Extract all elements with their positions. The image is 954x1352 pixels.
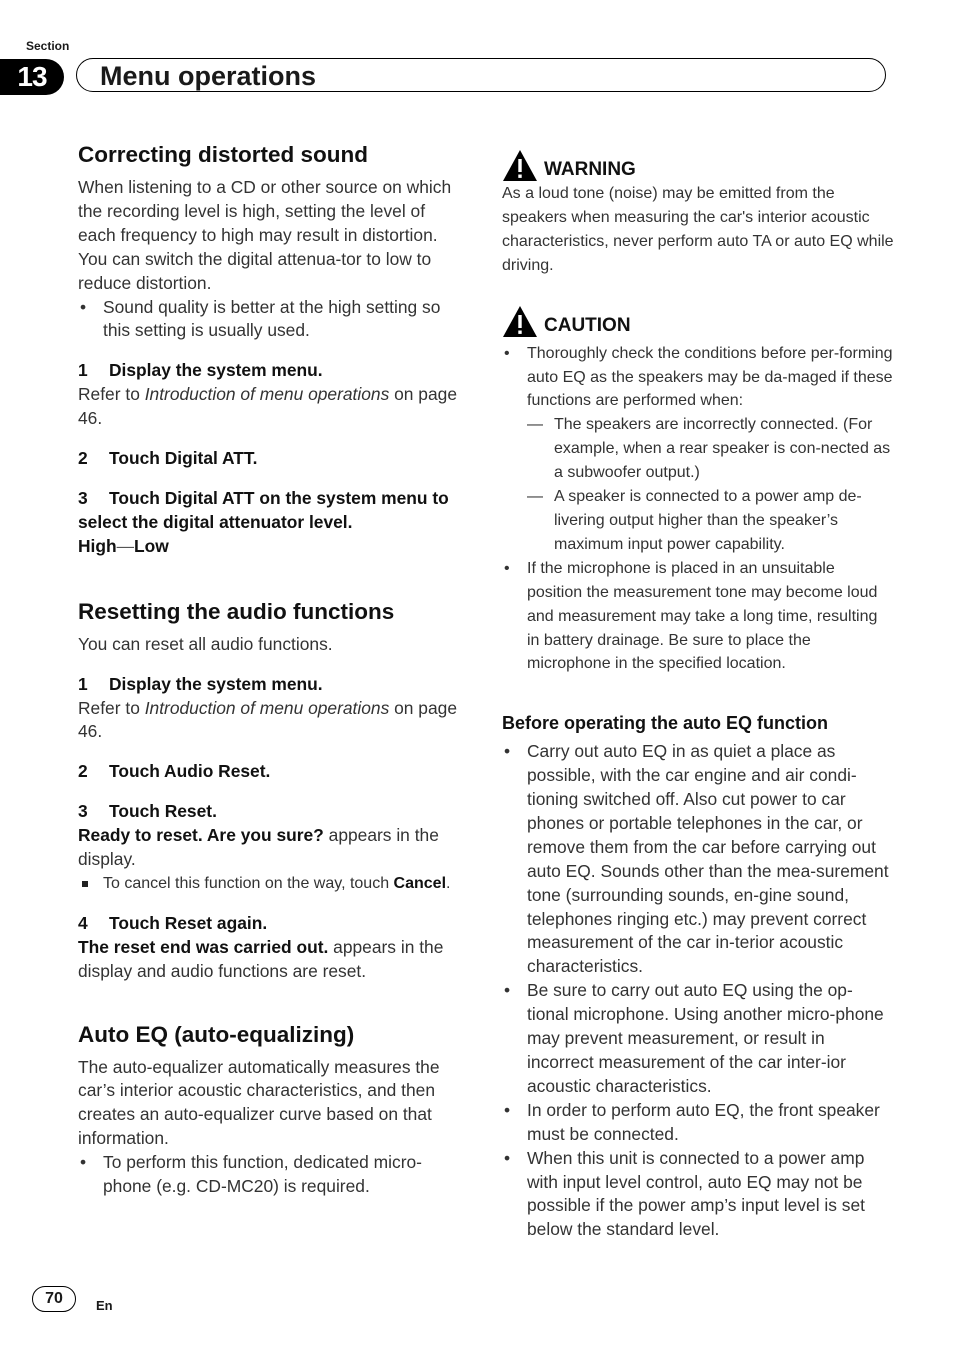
right-column — [502, 140, 894, 1242]
left-column — [78, 140, 464, 1199]
reset-note: To cancel this function on the way, touch Cancel. — [78, 872, 464, 896]
heading-auto-eq: Auto EQ (auto-equalizing) — [78, 1021, 355, 1047]
page-title: Menu operations — [100, 61, 317, 91]
distorted-step-2: 2 Touch Digital ATT. — [78, 448, 258, 469]
heading-before-auto-eq: Before operating the auto EQ function — [502, 713, 829, 734]
reset-step-2: 2 Touch Audio Reset. — [78, 761, 271, 782]
reset-step-4: 4 Touch Reset again. — [78, 912, 268, 933]
before-bullet-1: • Carry out auto EQ in as quiet a place as possible, with the car engine and air condi-tioning switched off. Also cut power to car phones or portable telephones in the car, or remove them from the car before carrying out auto EQ. Sounds other than the mea-surement tone (surrounding sounds, en-gine sound, telephones ringing etc.) may prevent correct measurement of the car in-terior acoustic characteristics. — [502, 740, 894, 979]
caution-icon — [502, 305, 538, 338]
page-number: 70 — [32, 1286, 76, 1312]
distorted-step-3: 3 Touch Digital ATT on the system menu to select the digital attenuator level. — [78, 487, 449, 532]
heading-reset-audio: Resetting the audio functions — [78, 598, 395, 624]
before-bullet-2: • Be sure to carry out auto EQ using the op-tional microphone. Using another micro-phone may prevent measurement, or result in incorrect measurement of the car inter-ior acoustic characteristics. — [502, 979, 894, 1099]
heading-distorted-sound: Correcting distorted sound — [78, 142, 369, 167]
caution-bullet-1: • Thoroughly check the conditions before per-forming auto EQ as the speakers may be da-maged if these functions are performed when: — [502, 342, 894, 414]
warning-icon — [502, 149, 538, 182]
reset-step-1-ref: Refer to Introduction of menu operations on page 46. — [78, 697, 457, 742]
section-label: Section — [26, 39, 70, 53]
warning-header — [502, 144, 894, 182]
section-number: 13 — [0, 59, 64, 95]
autoeq-intro: The auto-equalizer automatically measures the car’s interior acoustic characteristics, and then creates an auto-equalizer curve based on that information. — [78, 1056, 440, 1149]
reset-intro: You can reset all audio functions. — [78, 633, 333, 654]
distorted-step-1: 1 Display the system menu. — [78, 360, 323, 381]
caution-header — [502, 300, 894, 338]
distorted-step-1-ref: Refer to Introduction of menu operations on page 46. — [78, 384, 457, 429]
reset-step-3-text: Ready to reset. Are you sure? appears in the display. — [78, 825, 439, 870]
reset-step-3: 3 Touch Reset. — [78, 801, 217, 822]
language-code: En — [96, 1298, 113, 1313]
reset-step-4-text: The reset end was carried out. appears in the display and audio functions are reset. — [78, 936, 444, 981]
caution-dash-1: — The speakers are incorrectly connected. (For example, when a rear speaker is con-nected as a subwoofer output.) — [502, 413, 894, 485]
before-bullet-3: • In order to perform auto EQ, the front speaker must be connected. — [502, 1099, 894, 1147]
before-bullet-4: • When this unit is connected to a power amp with input level control, auto EQ may not be possible if the power amp’s input level is set below the standard level. — [502, 1147, 894, 1243]
autoeq-bullet: • To perform this function, dedicated micro-phone (e.g. CD-MC20) is required. — [78, 1151, 464, 1199]
distorted-step-3-values: High—Low — [78, 535, 169, 556]
warning-label: WARNING — [544, 159, 636, 180]
distorted-bullet: • Sound quality is better at the high setting so this setting is usually used. — [78, 296, 464, 344]
reset-step-1: 1 Display the system menu. — [78, 673, 323, 694]
warning-text: As a loud tone (noise) may be emitted from the speakers when measuring the car's interior acoustic characteristics, never perform auto TA or auto EQ while driving. — [502, 185, 894, 274]
caution-label: CAUTION — [544, 314, 631, 336]
caution-bullet-2: • If the microphone is placed in an unsuitable position the measurement tone may become loud and measurement may take a long time, resulting in battery drainage. Be sure to place the microphone in the specified location. — [502, 557, 894, 677]
caution-dash-2: — A speaker is connected to a power amp de-livering output higher than the speaker’s maximum input power capability. — [502, 485, 894, 557]
distorted-intro: When listening to a CD or other source on which the recording level is high, setting the level of each frequency to high may result in distortion. You can switch the digital attenua-tor to low to reduce distortion. — [78, 177, 452, 293]
